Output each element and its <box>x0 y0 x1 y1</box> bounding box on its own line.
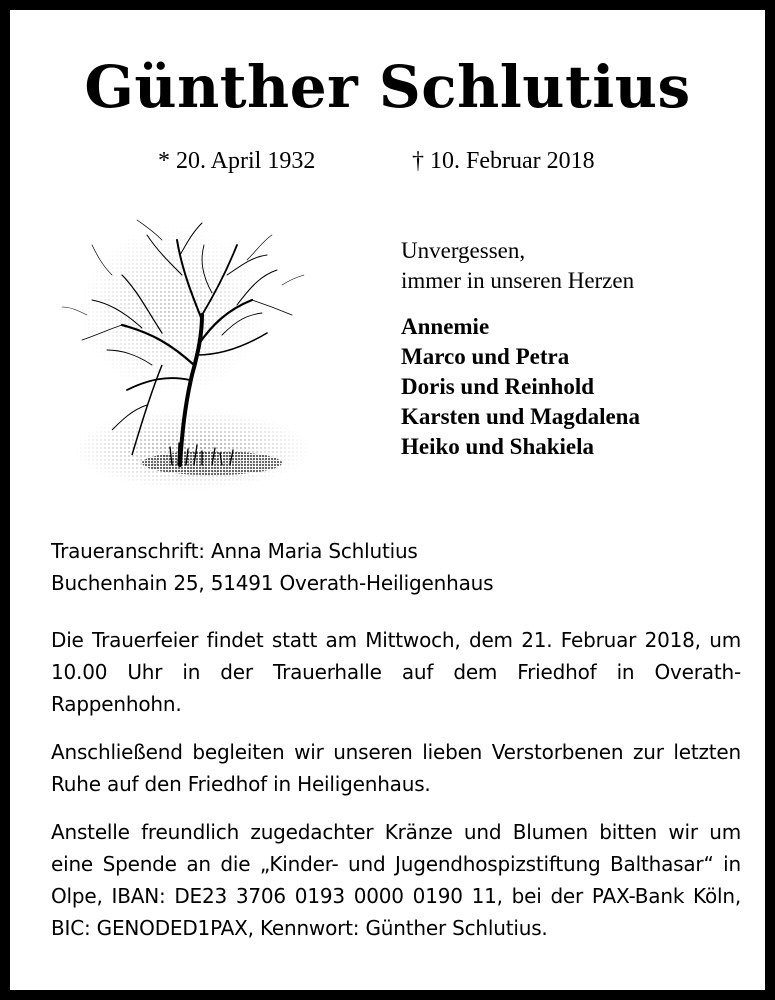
bare-tree-icon <box>52 215 312 500</box>
family-member: Marco und Petra <box>401 344 570 369</box>
deceased-name: Günther Schlutius <box>84 53 691 121</box>
funeral-service-paragraph: Die Trauerfeier findet statt am Mittwoch, dem 21. Februar 2018, um 10.00 Uhr in der Trauerhalle auf dem Friedhof in Overath-Rappenhohn. <box>51 628 741 716</box>
motto-line: Unvergessen, <box>401 238 526 263</box>
mourners-block <box>401 236 751 462</box>
death-date: † 10. Februar 2018 <box>412 148 595 174</box>
family-member: Karsten und Magdalena <box>401 404 640 429</box>
address-line: Traueranschrift: Anna Maria Schlutius <box>51 539 418 563</box>
family-member: Heiko und Shakiela <box>401 434 595 459</box>
motto-line: immer in unseren Herzen <box>401 268 635 293</box>
family-list <box>401 312 751 462</box>
memorial-motto <box>401 236 751 296</box>
family-member: Annemie <box>401 314 490 339</box>
birth-date: * 20. April 1932 <box>158 148 316 174</box>
family-member: Doris und Reinhold <box>401 374 595 399</box>
donation-paragraph: Anstelle freundlich zugedachter Kränze und Blumen bitten wir um eine Spende an die „Kinder- und Jugendhospizstiftung Balthasar“ in Olpe, IBAN: DE23 3706 0193 0000 0190 11, bei der PAX-Bank Köln, BIC: GENODED1PAX, Kennwort: Günther Schlutius. <box>51 820 741 940</box>
burial-paragraph: Anschließend begleiten wir unseren lieben Verstorbenen zur letzten Ruhe auf den Friedhof in Heiligenhaus. <box>51 740 741 796</box>
mourning-address <box>51 535 741 599</box>
address-line: Buchenhain 25, 51491 Overath-Heiligenhaus <box>51 571 494 595</box>
